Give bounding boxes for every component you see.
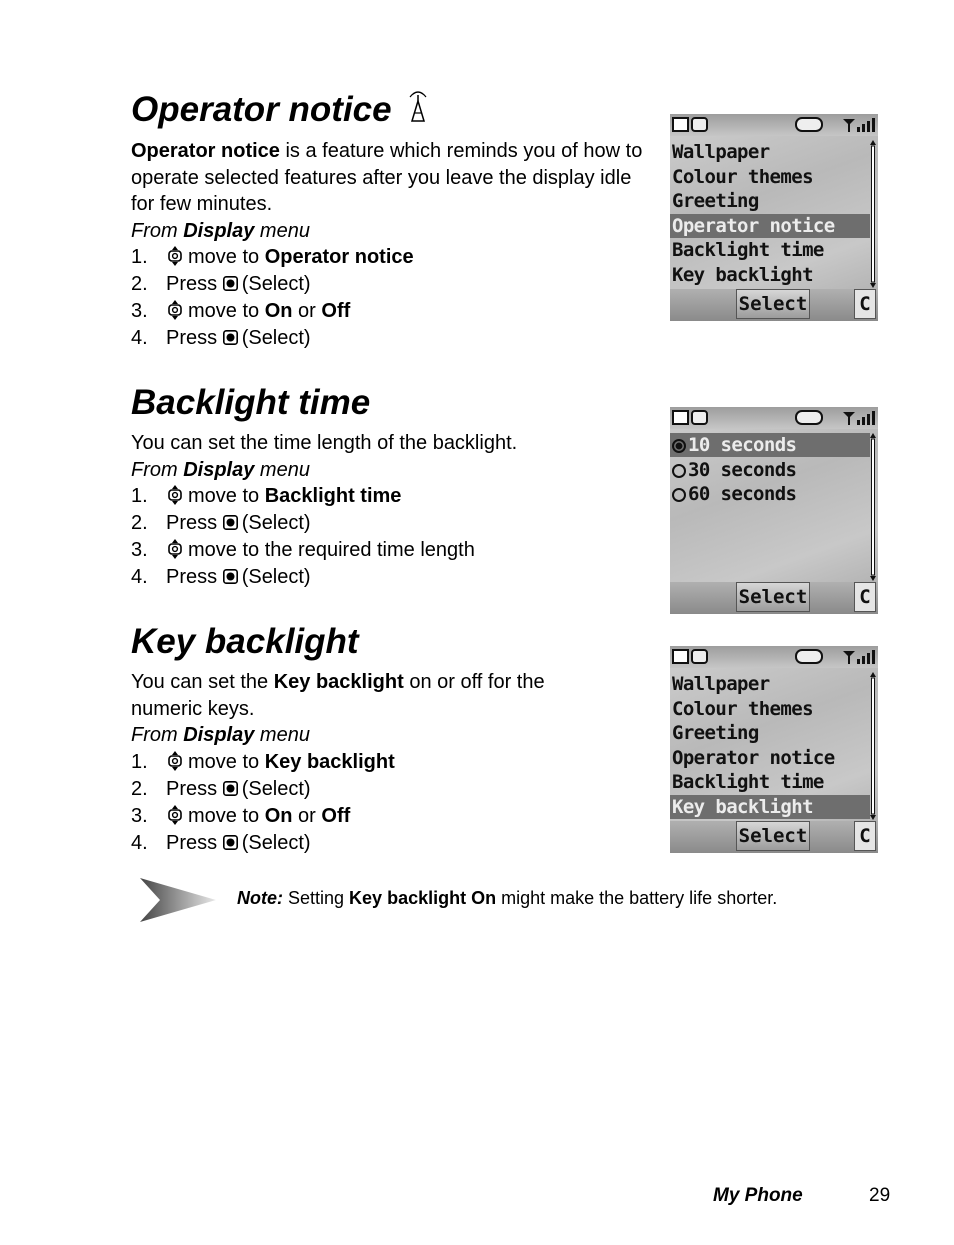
- radio-unselected-icon[interactable]: [672, 464, 686, 478]
- bold-term: On: [264, 300, 293, 322]
- text-run: Setting: [283, 888, 350, 908]
- phone-menu-item-label: Operator notice: [672, 214, 835, 237]
- status-bar-icons: [670, 648, 878, 666]
- text-run: (Select): [241, 512, 311, 534]
- step-list: [131, 483, 651, 591]
- section-intro: [131, 138, 646, 218]
- phone-menu-item[interactable]: [672, 770, 868, 794]
- step-number: 2.: [131, 512, 148, 534]
- phone-menu-item-label: Backlight time: [672, 239, 824, 261]
- status-bar-icons: [670, 409, 878, 427]
- step-number: 2.: [131, 273, 148, 295]
- from-menu-line: From Display menu: [131, 458, 310, 481]
- select-key-icon: [223, 565, 238, 580]
- section-intro: [131, 669, 601, 722]
- step-number: 3.: [131, 804, 148, 827]
- text-run: might make the battery life shorter.: [496, 888, 778, 908]
- step-item: [131, 749, 651, 776]
- step-item: [131, 244, 651, 271]
- phone-status-bar: [670, 114, 878, 136]
- step-list: [131, 244, 651, 352]
- text-run: move to: [188, 804, 265, 827]
- step-number: 2.: [131, 777, 148, 800]
- section-title: Backlight time: [131, 383, 371, 422]
- step-list: [131, 749, 651, 857]
- text-run: Press: [166, 273, 223, 295]
- bold-term: Off: [321, 300, 351, 322]
- bold-term: Off: [321, 804, 351, 827]
- step-item: [131, 483, 651, 510]
- text-run: You can set the time length of the backlight.: [131, 432, 518, 454]
- radio-unselected-icon[interactable]: [672, 488, 686, 502]
- step-number: 3.: [131, 539, 148, 561]
- phone-menu-item[interactable]: [670, 214, 870, 238]
- phone-menu-item-label: Colour themes: [672, 165, 813, 188]
- phone-scrollbar[interactable]: [870, 433, 876, 581]
- navigation-key-icon: [166, 750, 184, 772]
- navigation-key-icon: [166, 484, 184, 506]
- step-number: 4.: [131, 831, 148, 854]
- text-run: or: [292, 300, 322, 322]
- step-number: 1.: [131, 246, 148, 268]
- phone-menu-item-label: 10 seconds: [688, 434, 797, 456]
- note-text: Note: Setting Key backlight On might make the battery life shorter.: [237, 888, 778, 908]
- text-run: Press: [166, 512, 223, 534]
- text-run: on or off for the numeric keys.: [131, 671, 545, 720]
- section-backlight-time: [131, 383, 651, 591]
- phone-menu-item-label: Greeting: [672, 722, 759, 744]
- phone-menu-item[interactable]: [670, 795, 870, 819]
- text-run: Press: [166, 777, 223, 800]
- text-run: You can set the: [131, 671, 274, 693]
- phone-menu-item[interactable]: [672, 458, 868, 482]
- phone-select-softkey[interactable]: Select: [736, 289, 810, 319]
- bold-term: On: [264, 804, 293, 827]
- select-key-icon: [223, 511, 238, 526]
- bold-term: Operator notice: [264, 246, 414, 268]
- text-run: Press: [166, 831, 223, 854]
- bold-term: Key backlight: [273, 671, 404, 693]
- step-item: [131, 830, 651, 857]
- text-run: Press: [166, 566, 223, 588]
- step-number: 4.: [131, 327, 148, 349]
- step-item: [131, 510, 651, 537]
- select-key-icon: [223, 272, 238, 287]
- phone-menu-item-label: Greeting: [672, 190, 759, 212]
- step-number: 3.: [131, 300, 148, 322]
- step-item: [131, 803, 651, 830]
- phone-clear-key[interactable]: C: [854, 582, 876, 612]
- from-menu-line: From Display menu: [131, 724, 310, 746]
- navigation-key-icon: [166, 804, 184, 826]
- phone-menu-item-label: Wallpaper: [672, 673, 770, 695]
- phone-menu-item[interactable]: [672, 746, 868, 770]
- phone-menu-item[interactable]: [672, 672, 868, 696]
- phone-menu-item[interactable]: [672, 140, 868, 164]
- phone-menu-item-label: 60 seconds: [688, 483, 797, 505]
- step-number: 4.: [131, 566, 148, 588]
- step-item: [131, 537, 651, 564]
- text-run: move to: [188, 485, 265, 507]
- section-intro: [131, 430, 651, 457]
- phone-scrollbar[interactable]: [870, 140, 876, 288]
- text-run: move to: [188, 300, 265, 322]
- text-run: (Select): [241, 777, 311, 800]
- text-run: move to the required time length: [188, 539, 475, 561]
- phone-screen-backlight-time: [670, 407, 878, 614]
- section-title: Key backlight: [131, 622, 359, 661]
- radio-selected-icon[interactable]: [672, 439, 686, 453]
- bold-term: Key backlight: [264, 750, 395, 773]
- antenna-icon: [407, 91, 429, 123]
- footer-chapter-title: My Phone: [713, 1185, 803, 1206]
- step-item: [131, 564, 651, 591]
- phone-menu-item[interactable]: [672, 482, 868, 506]
- navigation-key-icon: [166, 538, 184, 560]
- text-run: (Select): [241, 566, 311, 588]
- step-item: [131, 325, 651, 352]
- select-key-icon: [223, 831, 238, 846]
- phone-menu-item[interactable]: [670, 433, 870, 457]
- phone-status-bar: [670, 646, 878, 668]
- phone-menu-item[interactable]: [672, 165, 868, 189]
- phone-menu-item-label: Key backlight: [672, 263, 813, 286]
- step-number: 1.: [131, 750, 148, 773]
- phone-clear-key[interactable]: C: [854, 821, 876, 851]
- step-item: [131, 271, 651, 298]
- phone-scrollbar[interactable]: [870, 672, 876, 820]
- phone-menu-item[interactable]: [672, 697, 868, 721]
- text-run: is a feature which reminds you of how to operate selected features after you leave the display idle for few minutes.: [131, 140, 643, 215]
- select-key-icon: [223, 326, 238, 341]
- text-run: move to: [188, 750, 265, 773]
- phone-menu-item-label: Key backlight: [672, 795, 813, 818]
- page-number: 29: [869, 1185, 891, 1206]
- phone-menu-item-label: Operator notice: [672, 746, 835, 769]
- section-title: Operator notice: [131, 90, 651, 130]
- step-item: [131, 776, 651, 803]
- phone-menu-item[interactable]: [672, 189, 868, 213]
- phone-menu-item[interactable]: [672, 263, 868, 287]
- phone-menu-item[interactable]: [672, 721, 868, 745]
- phone-menu-item[interactable]: [672, 238, 868, 262]
- text-run: Press: [166, 327, 223, 349]
- section-operator-notice: [131, 90, 651, 352]
- phone-menu-item-label: Backlight time: [672, 771, 824, 793]
- phone-menu-item-label: Colour themes: [672, 697, 813, 720]
- note-arrow-icon: [138, 876, 218, 924]
- bold-term: Operator notice: [131, 140, 280, 162]
- text-run: move to: [188, 246, 265, 268]
- from-menu-line: From Display menu: [131, 219, 310, 242]
- select-key-icon: [223, 777, 238, 792]
- section-key-backlight: [131, 622, 651, 857]
- phone-status-bar: [670, 407, 878, 429]
- phone-screen-operator-notice: [670, 114, 878, 321]
- phone-select-softkey[interactable]: Select: [736, 821, 810, 851]
- bold-term: Key backlight On: [349, 888, 497, 908]
- navigation-key-icon: [166, 245, 184, 267]
- text-run: (Select): [241, 831, 311, 854]
- phone-menu-item-label: Wallpaper: [672, 141, 770, 163]
- phone-menu-item-label: 30 seconds: [688, 458, 797, 481]
- status-bar-icons: [670, 116, 878, 134]
- navigation-key-icon: [166, 299, 184, 321]
- phone-select-softkey[interactable]: Select: [736, 582, 810, 612]
- phone-screen-key-backlight: [670, 646, 878, 853]
- text-run: (Select): [241, 327, 311, 349]
- step-number: 1.: [131, 485, 148, 507]
- bold-term: Backlight time: [264, 485, 402, 507]
- text-run: or: [292, 804, 322, 827]
- step-item: [131, 298, 651, 325]
- phone-clear-key[interactable]: C: [854, 289, 876, 319]
- text-run: (Select): [241, 273, 311, 295]
